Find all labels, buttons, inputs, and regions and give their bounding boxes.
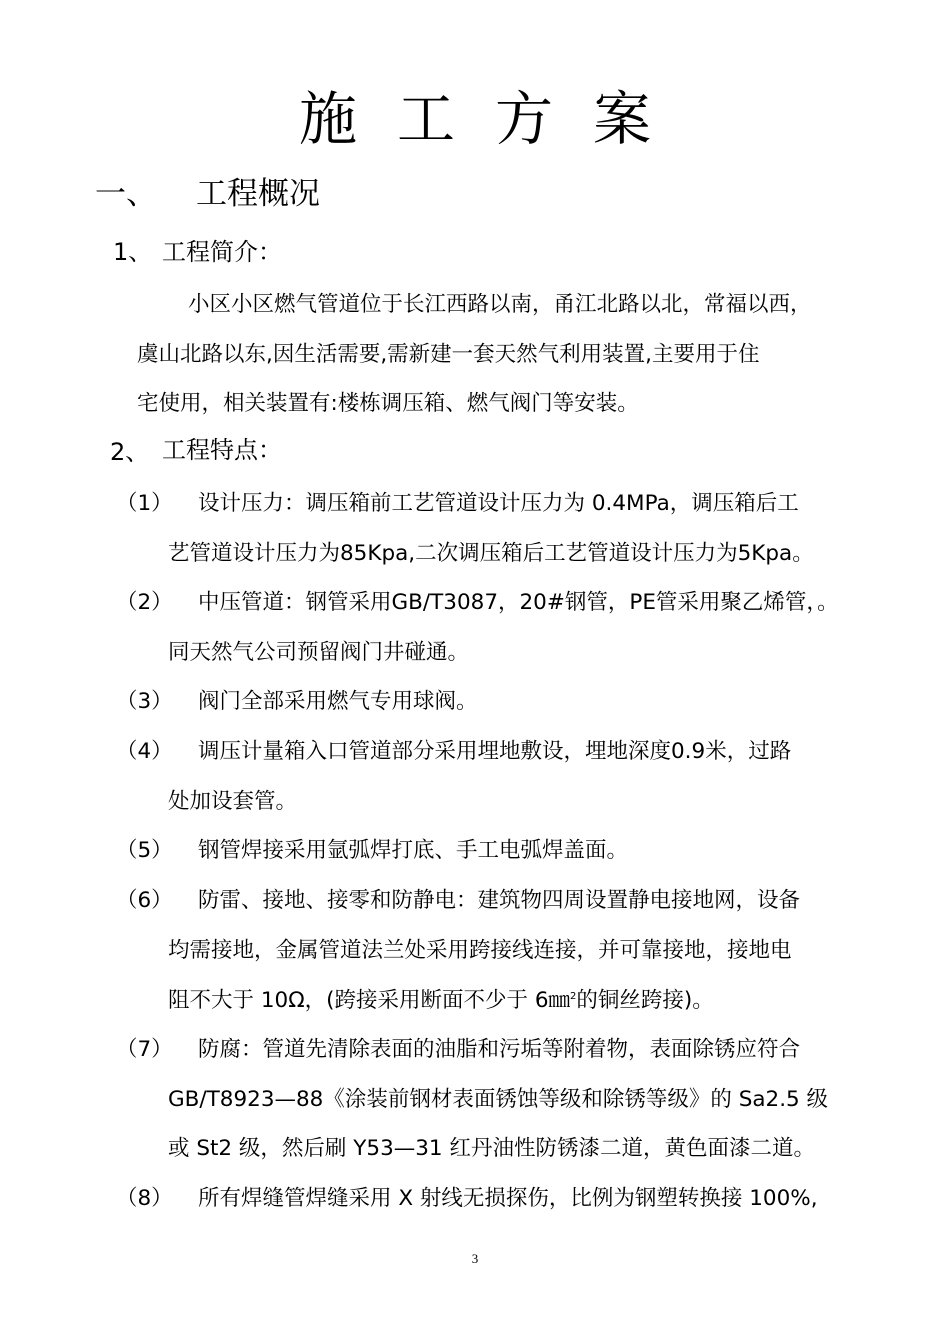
- intro-line-2: 虞山北路以东,因生活需要,需新建一套天然气利用装置,主要用于住: [137, 342, 760, 367]
- item-5-line-1: 钢管焊接采用氩弧焊打底、手工电弧焊盖面。: [198, 838, 629, 863]
- item-4-line-2: 处加设套管。: [168, 789, 298, 814]
- item-2-line-2: 同天然气公司预留阀门井碰通。: [168, 640, 470, 665]
- subsection-1-heading: 工程简介：: [162, 238, 282, 266]
- subsection-2-number: 2、: [110, 438, 150, 466]
- item-1-number: （1）: [116, 491, 173, 516]
- item-6-line-3-text: 阻不大于 10Ω，(跨接采用断面不少于 6㎜: [168, 988, 571, 1013]
- document-title: 施工方案: [298, 85, 691, 153]
- item-6-line-1: 防雷、接地、接零和防静电：建筑物四周设置静电接地网，设备: [198, 888, 801, 913]
- item-3-number: （3）: [116, 689, 173, 714]
- item-1-line-2: 艺管道设计压力为85Kpa,二次调压箱后工艺管道设计压力为5Kpa。: [168, 541, 814, 566]
- item-6-line-3-superscript: 2: [570, 990, 577, 1002]
- section-1-heading: 工程概况: [196, 176, 320, 212]
- subsection-2-heading: 工程特点：: [162, 436, 282, 464]
- item-8-line-1: 所有焊缝管焊缝采用 X 射线无损探伤，比例为钢塑转换接 100%,: [198, 1186, 818, 1211]
- subsection-1-number: 1、: [113, 238, 153, 266]
- intro-line-1: 小区小区燃气管道位于长江西路以南，甬江北路以北，常福以西，: [188, 292, 812, 317]
- page-number: 3: [471, 1251, 479, 1266]
- item-2-number: （2）: [116, 590, 173, 615]
- item-5-number: （5）: [116, 838, 173, 863]
- item-2-line-1: 中压管道：钢管采用GB/T3087，20#钢管，PE管采用聚乙烯管，。: [198, 590, 839, 615]
- item-7-line-3: 或 St2 级，然后刷 Y53—31 红丹油性防锈漆二道，黄色面漆二道。: [168, 1136, 815, 1161]
- item-4-line-1: 调压计量箱入口管道部分采用埋地敷设，埋地深度0.9米，过路: [198, 739, 792, 764]
- intro-line-3: 宅使用，相关装置有:楼栋调压箱、燃气阀门等安装。: [137, 391, 639, 416]
- item-6-line-3: [168, 983, 714, 1014]
- item-7-number: （7）: [116, 1037, 173, 1062]
- item-1-line-1: 设计压力：调压箱前工艺管道设计压力为 0.4MPa，调压箱后工: [198, 491, 799, 516]
- item-7-line-2: GB/T8923—88《涂装前钢材表面锈蚀等级和除锈等级》的 Sa2.5 级: [168, 1087, 829, 1112]
- item-8-number: （8）: [116, 1186, 173, 1211]
- section-1-number: 一、: [95, 176, 157, 212]
- item-6-line-3-tail: 的铜丝跨接)。: [576, 988, 714, 1013]
- item-6-line-2: 均需接地，金属管道法兰处采用跨接线连接，并可靠接地，接地电: [168, 938, 792, 963]
- item-4-number: （4）: [116, 739, 173, 764]
- item-7-line-1: 防腐：管道先清除表面的油脂和污垢等附着物，表面除锈应符合: [198, 1037, 801, 1062]
- item-6-number: （6）: [116, 888, 173, 913]
- item-3-line-1: 阀门全部采用燃气专用球阀。: [198, 689, 478, 714]
